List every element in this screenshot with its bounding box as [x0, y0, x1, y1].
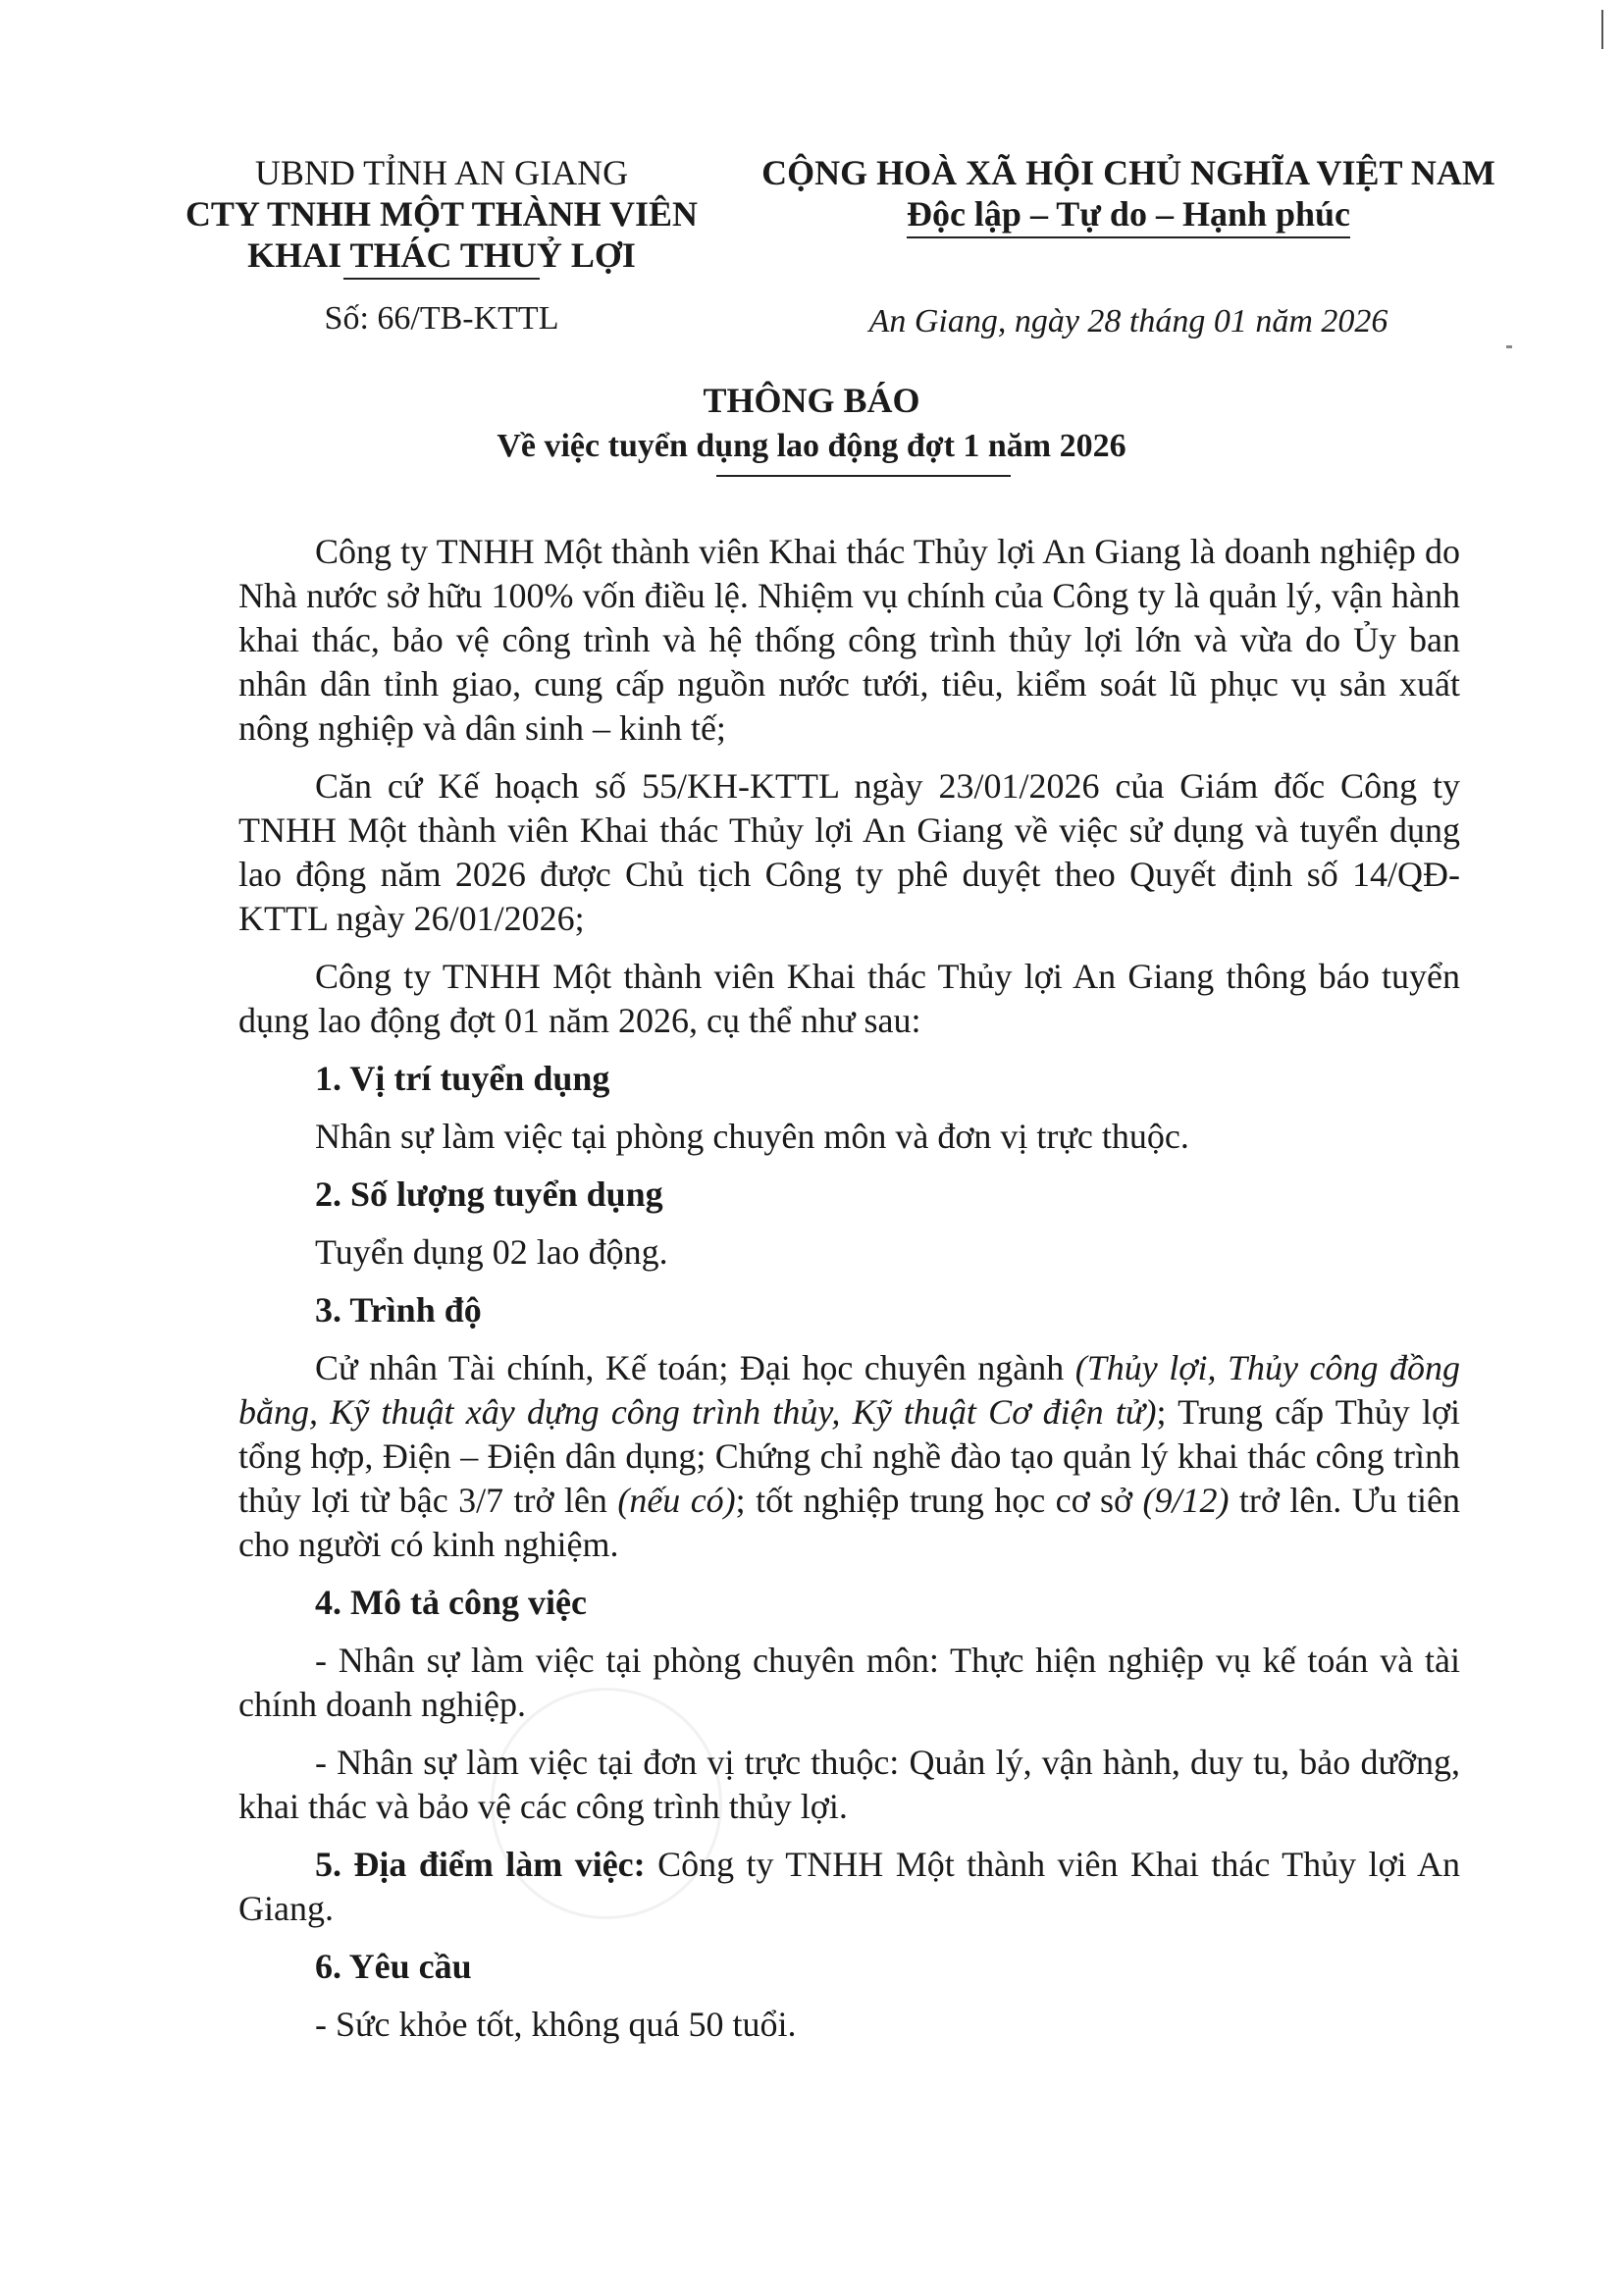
scan-edge-mark [1601, 10, 1603, 49]
document-number: Số: 66/TB-KTTL [324, 300, 559, 337]
section-3-heading: 3. Trình độ [315, 1290, 482, 1330]
issuer-underline [343, 278, 540, 280]
issuer-authority: UBND TỈNH AN GIANG [254, 153, 629, 192]
section-1-heading: 1. Vị trí tuyển dụng [315, 1059, 610, 1098]
issuer-company-line2: KHAI THÁC THUỶ LỢI [247, 235, 636, 275]
document-date: An Giang, ngày 28 tháng 01 năm 2026 [868, 303, 1388, 339]
section-4-item-2: - Nhân sự làm việc tại đơn vị trực thuộc: Quản lý, vận hành, duy tu, bảo dưỡng, khai thác và bảo vệ các công trình thủy lợi. [238, 1743, 1460, 1826]
scan-speck [1506, 345, 1512, 348]
section-3-text: Cử nhân Tài chính, Kế toán; Đại học chuyên ngành (Thủy lợi, Thủy công đồng bằng, Kỹ thuật xây dựng công trình thủy, Kỹ thuật Cơ điện tử); Trung cấp Thủy lợi tổng hợp, Điện – Điện dân dụng; Chứng chỉ nghề đào tạo quản lý khai thác công trình thủy lợi từ bậc 3/7 trở lên (nếu có); tốt nghiệp trung học cơ sở (9/12) trở lên. Ưu tiên cho người có kinh nghiệm. [238, 1348, 1461, 1564]
section-6-heading: 6. Yêu cầu [315, 1947, 472, 1986]
section-5-text: 5. Địa điểm làm việc: Công ty TNHH Một thành viên Khai thác Thủy lợi An Giang. [238, 1845, 1460, 1928]
document-subtitle: Về việc tuyển dụng lao động đợt 1 năm 2026 [497, 428, 1126, 464]
document-body [238, 530, 1460, 2061]
section-4-heading: 4. Mô tả công việc [315, 1583, 587, 1622]
national-motto: Độc lập – Tự do – Hạnh phúc [907, 193, 1350, 238]
national-header [746, 152, 1511, 238]
issuer-company-line1: CTY TNHH MỘT THÀNH VIÊN [184, 194, 699, 234]
section-6-item-1: - Sức khỏe tốt, không quá 50 tuổi. [315, 2005, 797, 2044]
subtitle-underline [716, 475, 1011, 477]
section-5-heading: 5. Địa điểm làm việc: [315, 1845, 646, 1884]
national-title: CỘNG HOÀ XÃ HỘI CHỦ NGHĨA VIỆT NAM [761, 153, 1495, 192]
section-4-item-1: - Nhân sự làm việc tại phòng chuyên môn: Thực hiện nghiệp vụ kế toán và tài chính doanh nghiệp. [238, 1641, 1460, 1724]
intro-paragraph-1: Công ty TNHH Một thành viên Khai thác Thủy lợi An Giang là doanh nghiệp do Nhà nước sở hữu 100% vốn điều lệ. Nhiệm vụ chính của Công ty là quản lý, vận hành khai thác, bảo vệ công trình và hệ thống công trình thủy lợi lớn và vừa do Ủy ban nhân dân tỉnh giao, cung cấp nguồn nước tưới, tiêu, kiểm soát lũ phục vụ sản xuất nông nghiệp và dân sinh – kinh tế; [238, 532, 1460, 748]
intro-paragraph-3: Công ty TNHH Một thành viên Khai thác Thủy lợi An Giang thông báo tuyển dụng lao động đợt 01 năm 2026, cụ thể như sau: [238, 957, 1460, 1040]
document-title: THÔNG BÁO [703, 381, 920, 420]
section-2-heading: 2. Số lượng tuyển dụng [315, 1174, 663, 1214]
issuer-block [157, 152, 726, 280]
section-1-text: Nhân sự làm việc tại phòng chuyên môn và đơn vị trực thuộc. [315, 1117, 1189, 1156]
intro-paragraph-2: Căn cứ Kế hoạch số 55/KH-KTTL ngày 23/01/2026 của Giám đốc Công ty TNHH Một thành viên Khai thác Thủy lợi An Giang về việc sử dụng và tuyển dụng lao động năm 2026 được Chủ tịch Công ty phê duyệt theo Quyết định số 14/QĐ-KTTL ngày 26/01/2026; [238, 766, 1460, 938]
section-2-text: Tuyển dụng 02 lao động. [315, 1232, 668, 1272]
